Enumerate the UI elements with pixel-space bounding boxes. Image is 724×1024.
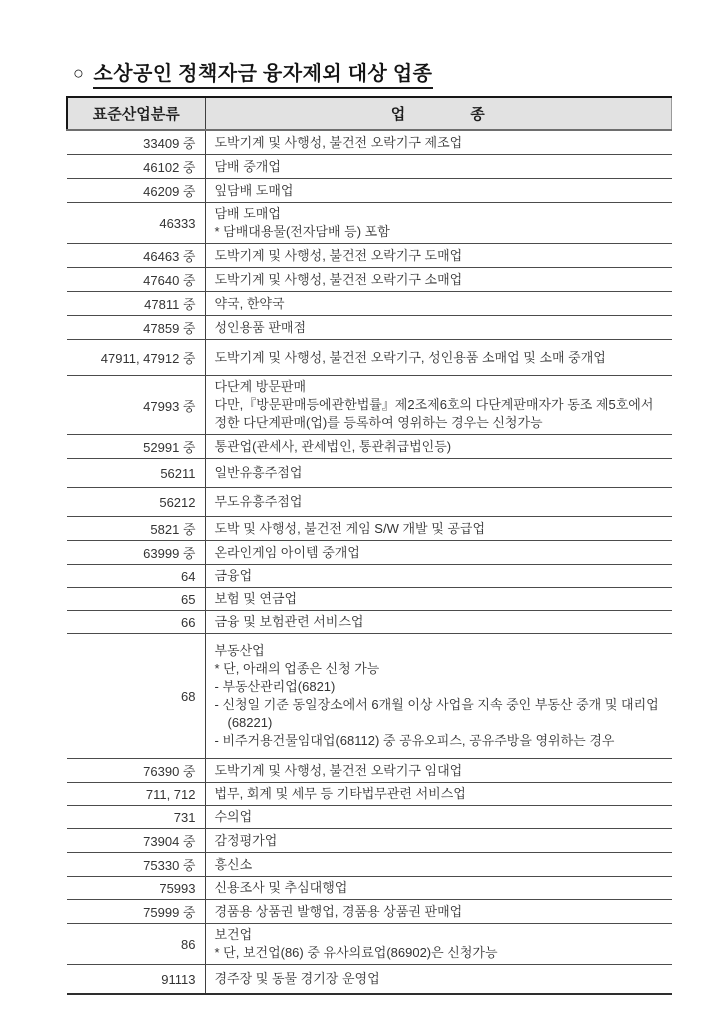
industry-desc-line: 경품용 상품권 발행업, 경품용 상품권 판매업 [214, 903, 463, 919]
industry-name-cell [205, 829, 672, 853]
industry-code-cell: 47811 중 [67, 292, 205, 316]
industry-desc-line: * 단, 아래의 업종은 신청 가능 [214, 661, 380, 676]
industry-name-cell [205, 179, 672, 203]
industry-code-cell: 711, 712 [67, 783, 205, 806]
industry-desc-line: 도박기계 및 사행성, 불건전 오락기구 제조업 [214, 134, 463, 150]
industry-name-cell [205, 130, 672, 155]
industry-desc-line: 금융업 [214, 568, 253, 583]
industry-code-cell: 86 [67, 924, 205, 965]
industry-name-cell [205, 292, 672, 316]
table-row [67, 877, 672, 900]
table-row [67, 435, 672, 459]
table-row [67, 517, 672, 541]
table-row [67, 611, 672, 634]
industry-desc-line: - 부동산관리업(6821) [214, 679, 336, 694]
industry-desc-line: - 신청일 기준 동일장소에서 6개월 이상 사업을 지속 중인 부동산 중개 및 대리업(68221) [214, 697, 659, 730]
industry-name-cell [205, 900, 672, 924]
table-row [67, 783, 672, 806]
industry-desc-line: 담배 중개업 [214, 158, 281, 174]
table-row [67, 155, 672, 179]
table-row [67, 130, 672, 155]
industry-code-cell: 47859 중 [67, 316, 205, 340]
table-body [67, 130, 672, 994]
industry-desc-line: 담배 도매업 [214, 206, 281, 221]
industry-desc-line: 도박기계 및 사행성, 불건전 오락기구 도매업 [214, 247, 463, 263]
table-row [67, 588, 672, 611]
industry-desc-line: 수의업 [214, 809, 253, 824]
industry-name-cell [205, 588, 672, 611]
industry-name-cell [205, 965, 672, 995]
industry-name-cell [205, 155, 672, 179]
industry-code-cell: 46463 중 [67, 244, 205, 268]
table-row [67, 179, 672, 203]
industry-name-cell [205, 759, 672, 783]
industry-code-cell: 75330 중 [67, 853, 205, 877]
industry-code-cell: 63999 중 [67, 541, 205, 565]
column-header-industry-type: 업 종 [205, 97, 672, 130]
industry-code-cell: 46333 [67, 203, 205, 244]
industry-code-cell: 56211 [67, 459, 205, 488]
industry-name-cell [205, 634, 672, 759]
industry-code-cell: 46209 중 [67, 179, 205, 203]
industry-desc-line: 약국, 한약국 [214, 295, 285, 311]
industry-code-cell: 75993 [67, 877, 205, 900]
column-header-industry-code: 표준산업분류 [67, 97, 205, 130]
industry-name-cell [205, 517, 672, 541]
table-row [67, 376, 672, 435]
industry-desc-line: 다만,『방문판매등에관한법률』제2조제6호의 다단계판매자가 동조 제5호에서 정한 다단계판매(업)를 등록하여 영위하는 경우는 신청가능 [214, 397, 654, 430]
table-row [67, 459, 672, 488]
industry-desc-line: 보건업 [214, 927, 253, 942]
table-row [67, 853, 672, 877]
table-row [67, 316, 672, 340]
industry-desc-line: 통관업(관세사, 관세법인, 통관취급법인등) [214, 438, 452, 454]
industry-desc-line: 감정평가업 [214, 832, 278, 848]
industry-code-cell: 5821 중 [67, 517, 205, 541]
table-row [67, 565, 672, 588]
industry-desc-line: 무도유흥주점업 [214, 494, 303, 509]
industry-name-cell [205, 611, 672, 634]
industry-code-cell: 47640 중 [67, 268, 205, 292]
industry-code-cell: 46102 중 [67, 155, 205, 179]
table-row [67, 900, 672, 924]
industry-desc-line: 성인용품 판매점 [214, 319, 307, 335]
table-header-row [67, 97, 672, 130]
table-row [67, 488, 672, 517]
table-row [67, 268, 672, 292]
table-row [67, 806, 672, 829]
industry-name-cell [205, 244, 672, 268]
table-row [67, 203, 672, 244]
industry-desc-line: 도박기계 및 사행성, 불건전 오락기구, 성인용품 소매업 및 소매 중개업 [214, 349, 606, 365]
industry-desc-line: 도박 및 사행성, 불건전 게임 S/W 개발 및 공급업 [214, 520, 486, 536]
industry-code-cell: 52991 중 [67, 435, 205, 459]
industry-code-cell: 66 [67, 611, 205, 634]
industry-desc-line: 법무, 회계 및 세무 등 기타법무관련 서비스업 [214, 786, 466, 801]
industry-name-cell [205, 376, 672, 435]
industry-code-cell: 47911, 47912 중 [67, 340, 205, 376]
table-row [67, 829, 672, 853]
circle-bullet: ○ [73, 63, 85, 83]
industry-code-cell: 33409 중 [67, 130, 205, 155]
industry-desc-line: 경주장 및 동물 경기장 운영업 [214, 971, 380, 986]
industry-desc-line: 잎담배 도매업 [214, 182, 294, 198]
table-row [67, 924, 672, 965]
industry-desc-line: 일반유흥주점업 [214, 465, 303, 480]
industry-code-cell: 64 [67, 565, 205, 588]
industry-name-cell [205, 340, 672, 376]
industry-code-cell: 731 [67, 806, 205, 829]
industry-desc-line: 보험 및 연금업 [214, 591, 298, 606]
industry-name-cell [205, 853, 672, 877]
table-row [67, 965, 672, 995]
table-row [67, 292, 672, 316]
page-title-text: 소상공인 정책자금 융자제외 대상 업종 [93, 63, 432, 89]
table-row [67, 759, 672, 783]
industry-name-cell [205, 541, 672, 565]
industry-desc-line: 도박기계 및 사행성, 불건전 오락기구 소매업 [214, 271, 463, 287]
industry-desc-line: 금융 및 보험관련 서비스업 [214, 614, 364, 629]
table-row [67, 634, 672, 759]
page-title [73, 57, 433, 86]
industry-desc-line: * 담배대용물(전자담배 등) 포함 [214, 224, 390, 239]
industry-code-cell: 56212 [67, 488, 205, 517]
industry-name-cell [205, 877, 672, 900]
industry-desc-line: 신용조사 및 추심대행업 [214, 880, 348, 895]
industry-code-cell: 91113 [67, 965, 205, 995]
industry-code-cell: 47993 중 [67, 376, 205, 435]
industry-name-cell [205, 459, 672, 488]
industry-name-cell [205, 783, 672, 806]
industry-name-cell [205, 806, 672, 829]
industry-desc-line: 다단계 방문판매 [214, 379, 307, 394]
industry-desc-line: - 비주거용건물임대업(68112) 중 공유오피스, 공유주방을 영위하는 경우 [214, 733, 615, 748]
industry-desc-line: 부동산업 [214, 643, 265, 658]
industry-code-cell: 76390 중 [67, 759, 205, 783]
industry-name-cell [205, 268, 672, 292]
industry-name-cell [205, 203, 672, 244]
industry-code-cell: 75999 중 [67, 900, 205, 924]
table-row [67, 340, 672, 376]
table-row [67, 244, 672, 268]
industry-desc-line: * 단, 보건업(86) 중 유사의료업(86902)은 신청가능 [214, 945, 498, 960]
industry-name-cell [205, 316, 672, 340]
industry-desc-line: 흥신소 [214, 856, 253, 872]
industry-code-cell: 65 [67, 588, 205, 611]
industry-name-cell [205, 488, 672, 517]
table-row [67, 541, 672, 565]
industry-name-cell [205, 565, 672, 588]
industry-desc-line: 온라인게임 아이템 중개업 [214, 544, 360, 560]
loan-exclusion-industry-table [66, 96, 672, 995]
industry-code-cell: 73904 중 [67, 829, 205, 853]
industry-name-cell [205, 435, 672, 459]
industry-desc-line: 도박기계 및 사행성, 불건전 오락기구 임대업 [214, 762, 463, 778]
industry-code-cell: 68 [67, 634, 205, 759]
industry-name-cell [205, 924, 672, 965]
